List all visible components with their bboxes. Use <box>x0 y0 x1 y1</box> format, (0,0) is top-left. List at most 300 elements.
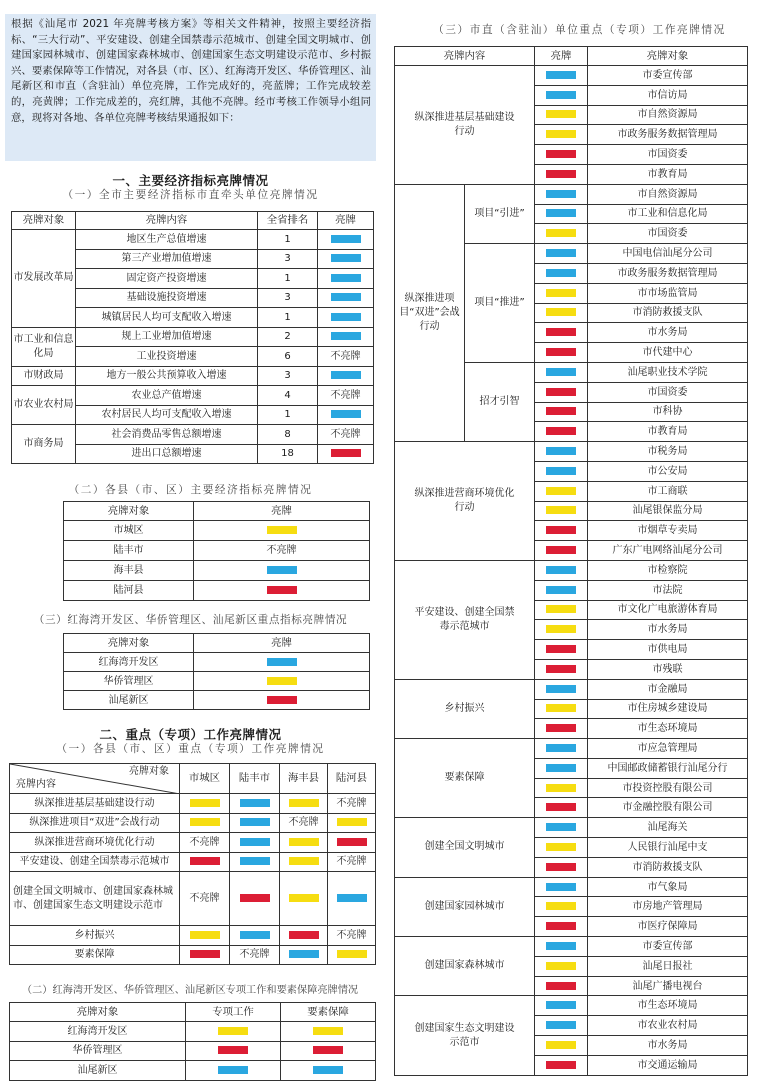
unit-cell: 市文化广电旅游体育局 <box>588 600 748 620</box>
subgroup-name-cell: 项目“推进” <box>465 244 535 363</box>
unit-cell: 市水务局 <box>588 620 748 640</box>
card-cell <box>535 66 588 86</box>
card-cell <box>230 833 280 853</box>
red-card <box>267 696 297 704</box>
table-row <box>10 852 376 872</box>
header-cell: 陆河县 <box>328 764 376 794</box>
table-row <box>10 872 376 926</box>
table-row <box>10 1041 376 1061</box>
blue-card <box>240 857 270 865</box>
card-cell <box>230 926 280 946</box>
card-cell <box>535 956 588 976</box>
card-cell <box>535 85 588 105</box>
card-cell <box>535 501 588 521</box>
blue-card <box>546 447 576 455</box>
header-cell: 亮牌内容 <box>395 47 535 66</box>
unit-cell: 市气象局 <box>588 877 748 897</box>
section2-title: 二、重点（专项）工作亮牌情况 <box>99 727 282 742</box>
table-row <box>10 945 376 965</box>
card-cell <box>280 872 328 926</box>
yellow-card <box>546 784 576 792</box>
table-row <box>10 1061 376 1081</box>
red-card <box>240 894 270 902</box>
target-cell: 红海湾开发区 <box>64 653 194 672</box>
red-card <box>289 931 319 939</box>
header-cell: 亮牌内容 <box>76 212 258 230</box>
card-cell <box>535 580 588 600</box>
yellow-card <box>289 838 319 846</box>
blue-card <box>240 818 270 826</box>
unit-cell: 市教育局 <box>588 164 748 184</box>
section1-title: 一、主要经济指标亮牌情况 <box>112 173 269 188</box>
table-row <box>12 327 374 347</box>
blue-card <box>289 950 319 958</box>
header-cell: 市城区 <box>180 764 230 794</box>
card-cell <box>318 230 374 250</box>
red-card <box>546 803 576 811</box>
unit-cell: 市委宣传部 <box>588 66 748 86</box>
blue-card <box>331 254 361 262</box>
red-card <box>546 724 576 732</box>
red-card <box>546 388 576 396</box>
blue-card <box>546 209 576 217</box>
unit-cell: 市科协 <box>588 402 748 422</box>
blue-card <box>546 586 576 594</box>
unit-cell: 市委宣传部 <box>588 937 748 957</box>
header-cell: 亮牌对象 <box>64 502 194 521</box>
unit-cell: 广东广电网络汕尾分公司 <box>588 541 748 561</box>
blue-card <box>267 658 297 666</box>
diagonal-header-cell <box>10 764 180 794</box>
card-cell <box>535 778 588 798</box>
red-card <box>337 838 367 846</box>
indicator-cell: 地方一般公共预算收入增速 <box>76 366 258 386</box>
red-card <box>546 150 576 158</box>
unit-cell: 汕尾广播电视台 <box>588 976 748 996</box>
header-cell: 亮牌对象 <box>64 634 194 653</box>
section1-t1-subtitle: （一）全市主要经济指标市直牵头单位亮牌情况 <box>62 189 319 201</box>
yellow-card <box>267 526 297 534</box>
table-row <box>395 66 748 86</box>
card-cell <box>535 917 588 937</box>
yellow-card <box>546 308 576 316</box>
blue-card <box>546 249 576 257</box>
group-name-cell: 市财政局 <box>12 366 76 386</box>
table-header-row <box>64 634 370 653</box>
unit-cell: 市交通运输局 <box>588 1055 748 1075</box>
table-row <box>12 230 374 250</box>
unit-cell: 市国资委 <box>588 382 748 402</box>
card-cell <box>535 897 588 917</box>
unit-cell: 市政务服务数据管理局 <box>588 125 748 145</box>
target-cell: 红海湾开发区 <box>10 1022 186 1042</box>
yellow-card <box>218 1027 248 1035</box>
card-cell <box>186 1022 281 1042</box>
table-header-row <box>10 764 376 794</box>
card-cell: 不亮牌 <box>328 926 376 946</box>
red-card <box>546 1061 576 1069</box>
card-cell <box>281 1061 376 1081</box>
blue-card <box>240 838 270 846</box>
indicator-cell: 进出口总额增速 <box>76 444 258 464</box>
rank-cell: 3 <box>258 249 318 269</box>
blue-card <box>546 71 576 79</box>
card-cell <box>328 945 376 965</box>
yellow-card <box>267 677 297 685</box>
header-cell: 专项工作 <box>186 1003 281 1022</box>
yellow-card <box>289 857 319 865</box>
indicator-cell: 固定资产投资增速 <box>76 269 258 289</box>
subgroup-name-cell: 招才引智 <box>465 362 535 441</box>
unit-cell: 市信访局 <box>588 85 748 105</box>
table-row <box>395 679 748 699</box>
card-cell <box>535 521 588 541</box>
card-cell <box>535 442 588 462</box>
card-cell <box>186 1041 281 1061</box>
header-cell: 陆丰市 <box>230 764 280 794</box>
blue-card <box>546 190 576 198</box>
card-cell: 不亮牌 <box>194 541 370 561</box>
card-cell <box>180 813 230 833</box>
yellow-card <box>546 704 576 712</box>
work-item-cell: 要素保障 <box>10 945 180 965</box>
red-card <box>546 526 576 534</box>
red-card <box>546 863 576 871</box>
table-row <box>395 560 748 580</box>
card-cell <box>281 1022 376 1042</box>
table-row <box>395 184 748 204</box>
table-row <box>64 561 370 581</box>
card-cell: 不亮牌 <box>230 945 280 965</box>
card-cell <box>194 521 370 541</box>
unit-cell: 市国资委 <box>588 224 748 244</box>
unit-cell: 市教育局 <box>588 422 748 442</box>
unit-cell: 人民银行汕尾中支 <box>588 838 748 858</box>
card-cell <box>535 283 588 303</box>
target-cell: 陆河县 <box>64 581 194 601</box>
card-cell <box>535 323 588 343</box>
card-cell: 不亮牌 <box>318 425 374 445</box>
card-cell <box>535 679 588 699</box>
header-cell: 亮牌对象 <box>588 47 748 66</box>
blue-card <box>546 566 576 574</box>
unit-cell: 市烟草专卖局 <box>588 521 748 541</box>
blue-card <box>546 467 576 475</box>
yellow-card <box>337 950 367 958</box>
red-card <box>546 645 576 653</box>
section1-t2-subtitle: （二）各县（市、区）主要经济指标亮牌情况 <box>68 484 313 496</box>
yellow-card <box>289 799 319 807</box>
red-card <box>313 1046 343 1054</box>
card-cell <box>535 1036 588 1056</box>
yellow-card <box>546 229 576 237</box>
card-cell <box>535 976 588 996</box>
unit-cell: 汕尾日报社 <box>588 956 748 976</box>
card-cell <box>535 164 588 184</box>
table-row <box>64 672 370 691</box>
target-cell: 汕尾新区 <box>10 1061 186 1081</box>
work-item-cell: 创建全国文明城市、创建国家森林城市、创建国家生态文明建设示范市 <box>10 872 180 926</box>
unit-cell: 市金融局 <box>588 679 748 699</box>
section2-t1-subtitle: （一）各县（市、区）重点（专项）工作亮牌情况 <box>56 743 325 755</box>
card-cell <box>180 794 230 814</box>
header-cell: 全省排名 <box>258 212 318 230</box>
red-card <box>331 449 361 457</box>
rank-cell: 4 <box>258 386 318 406</box>
county-indicators-table <box>63 501 370 601</box>
card-cell <box>535 125 588 145</box>
rank-cell: 2 <box>258 327 318 347</box>
header-cell: 亮牌 <box>194 634 370 653</box>
table-row <box>395 996 748 1016</box>
card-cell: 不亮牌 <box>328 794 376 814</box>
table-row <box>10 813 376 833</box>
card-cell <box>535 600 588 620</box>
target-cell: 海丰县 <box>64 561 194 581</box>
card-cell <box>535 798 588 818</box>
card-cell <box>281 1041 376 1061</box>
zones-key-work-table <box>9 1002 376 1081</box>
card-cell <box>194 581 370 601</box>
red-card <box>546 348 576 356</box>
yellow-card <box>546 605 576 613</box>
card-cell <box>318 249 374 269</box>
card-cell <box>535 857 588 877</box>
group-name-cell: 市农业农村局 <box>12 386 76 425</box>
yellow-card <box>546 289 576 297</box>
blue-card <box>546 942 576 950</box>
table-row <box>12 386 374 406</box>
target-cell: 汕尾新区 <box>64 691 194 710</box>
card-cell <box>318 405 374 425</box>
group-name-cell: 要素保障 <box>395 739 535 818</box>
yellow-card <box>289 894 319 902</box>
card-cell <box>535 263 588 283</box>
economic-indicators-table <box>11 211 374 464</box>
yellow-card <box>313 1027 343 1035</box>
section1-t3-subtitle: （三）红海湾开发区、华侨管理区、汕尾新区重点指标亮牌情况 <box>33 614 348 626</box>
blue-card <box>331 274 361 282</box>
unit-cell: 市住房城乡建设局 <box>588 699 748 719</box>
blue-card <box>546 883 576 891</box>
card-cell <box>535 937 588 957</box>
card-cell <box>318 269 374 289</box>
card-cell <box>280 833 328 853</box>
card-cell <box>318 444 374 464</box>
card-cell <box>280 852 328 872</box>
card-cell <box>535 362 588 382</box>
card-cell <box>535 184 588 204</box>
card-cell <box>535 105 588 125</box>
red-card <box>546 922 576 930</box>
red-card <box>267 586 297 594</box>
table-row <box>12 425 374 445</box>
card-cell <box>318 366 374 386</box>
red-card <box>546 982 576 990</box>
card-cell <box>180 926 230 946</box>
indicator-cell: 基础设施投资增速 <box>76 288 258 308</box>
blue-card <box>546 685 576 693</box>
header-cell: 海丰县 <box>280 764 328 794</box>
table-row <box>395 739 748 759</box>
card-cell: 不亮牌 <box>180 872 230 926</box>
header-cell: 亮牌 <box>194 502 370 521</box>
red-card <box>546 407 576 415</box>
header-cell: 亮牌 <box>535 47 588 66</box>
group-name-cell: 创建国家生态文明建设示范市 <box>395 996 535 1075</box>
rank-cell: 3 <box>258 366 318 386</box>
table-row <box>10 794 376 814</box>
table-row <box>64 691 370 710</box>
blue-card <box>331 235 361 243</box>
subgroup-name-cell: 项目“引进” <box>465 184 535 243</box>
group-name-cell: 市商务局 <box>12 425 76 464</box>
yellow-card <box>337 818 367 826</box>
group-name-cell: 市发展改革局 <box>12 230 76 328</box>
blue-card <box>267 566 297 574</box>
card-cell <box>535 838 588 858</box>
yellow-card <box>546 506 576 514</box>
table-row <box>12 366 374 386</box>
unit-cell: 市市场监管局 <box>588 283 748 303</box>
unit-cell: 市房地产管理局 <box>588 897 748 917</box>
card-cell: 不亮牌 <box>318 386 374 406</box>
card-cell <box>328 833 376 853</box>
card-cell <box>318 308 374 328</box>
group-name-cell: 创建全国文明城市 <box>395 818 535 877</box>
blue-card <box>337 894 367 902</box>
blue-card <box>331 313 361 321</box>
unit-cell: 市医疗保障局 <box>588 917 748 937</box>
card-cell <box>186 1061 281 1081</box>
zones-indicators-table <box>63 633 370 710</box>
indicator-cell: 城镇居民人均可支配收入增速 <box>76 308 258 328</box>
card-cell <box>535 996 588 1016</box>
unit-cell: 市税务局 <box>588 442 748 462</box>
card-cell <box>535 560 588 580</box>
unit-cell: 市应急管理局 <box>588 739 748 759</box>
unit-cell: 市消防救援支队 <box>588 857 748 877</box>
group-name-cell: 创建国家森林城市 <box>395 937 535 996</box>
unit-cell: 市代建中心 <box>588 343 748 363</box>
table-row <box>10 1022 376 1042</box>
blue-card <box>331 293 361 301</box>
card-cell <box>535 620 588 640</box>
corner-bottom-label: 亮牌内容 <box>16 779 56 790</box>
card-cell <box>535 541 588 561</box>
blue-card <box>546 91 576 99</box>
municipal-units-table <box>394 46 748 1076</box>
unit-cell: 市供电局 <box>588 640 748 660</box>
work-item-cell: 平安建设、创建全国禁毒示范城市 <box>10 852 180 872</box>
card-cell <box>535 877 588 897</box>
card-cell <box>280 945 328 965</box>
intro-paragraph: 根据《汕尾市 2021 年亮牌考核方案》等相关文件精神，按照主要经济指标、“三大行动”、平安建设、创建全国禁毒示范城市、创建全国文明城市、创建国家园林城市、创建国家森林城市、创建国家生态文明建设示范市、乡村振兴、要素保障等工作情况，对各县（市、区）、红海湾开发区、华侨管理区、汕尾新区和市直（含驻汕）单位亮牌，工作完成好的，亮蓝牌；工作完成较差的，亮黄牌；工作完成差的，亮红牌，其他不亮牌。经市考核工作领导小组同意，现将对各地、各单位亮牌考核结果通报如下： <box>5 14 376 161</box>
indicator-cell: 农村居民人均可支配收入增速 <box>76 405 258 425</box>
card-cell: 不亮牌 <box>318 347 374 367</box>
card-cell <box>535 1016 588 1036</box>
indicator-cell: 工业投资增速 <box>76 347 258 367</box>
group-name-cell: 市工业和信息化局 <box>12 327 76 366</box>
red-card <box>218 1046 248 1054</box>
unit-cell: 市政务服务数据管理局 <box>588 263 748 283</box>
table-header-row <box>12 212 374 230</box>
card-cell: 不亮牌 <box>328 852 376 872</box>
card-cell <box>194 691 370 710</box>
card-cell <box>180 945 230 965</box>
card-cell <box>535 659 588 679</box>
table-row <box>64 581 370 601</box>
yellow-card <box>546 130 576 138</box>
card-cell <box>535 640 588 660</box>
card-cell <box>230 813 280 833</box>
card-cell <box>535 461 588 481</box>
work-item-cell: 纵深推进基层基础建设行动 <box>10 794 180 814</box>
table-row <box>64 653 370 672</box>
table-row <box>64 541 370 561</box>
unit-cell: 市生态环境局 <box>588 996 748 1016</box>
card-cell <box>194 672 370 691</box>
target-cell: 华侨管理区 <box>10 1041 186 1061</box>
header-cell: 亮牌 <box>318 212 374 230</box>
card-cell <box>230 794 280 814</box>
target-cell: 市城区 <box>64 521 194 541</box>
red-card <box>190 950 220 958</box>
card-cell <box>535 818 588 838</box>
unit-cell: 市法院 <box>588 580 748 600</box>
card-cell <box>194 561 370 581</box>
header-cell: 亮牌对象 <box>12 212 76 230</box>
table-row <box>395 818 748 838</box>
unit-cell: 市农业农村局 <box>588 1016 748 1036</box>
table-header-row <box>10 1003 376 1022</box>
yellow-card <box>190 818 220 826</box>
group-name-cell: 纵深推进项目“双进”会战行动 <box>395 184 465 441</box>
blue-card <box>546 1021 576 1029</box>
card-cell <box>535 224 588 244</box>
group-name-cell: 平安建设、创建全国禁毒示范城市 <box>395 560 535 679</box>
corner-top-label: 亮牌对象 <box>129 766 169 777</box>
card-cell <box>535 244 588 264</box>
yellow-card <box>546 1041 576 1049</box>
yellow-card <box>546 902 576 910</box>
card-cell <box>535 422 588 442</box>
unit-cell: 市消防救援支队 <box>588 303 748 323</box>
blue-card <box>240 931 270 939</box>
red-card <box>190 857 220 865</box>
card-cell <box>535 343 588 363</box>
group-name-cell: 创建国家园林城市 <box>395 877 535 936</box>
card-cell <box>194 653 370 672</box>
card-cell <box>535 382 588 402</box>
red-card <box>546 170 576 178</box>
work-item-cell: 纵深推进营商环境优化行动 <box>10 833 180 853</box>
unit-cell: 市自然资源局 <box>588 184 748 204</box>
unit-cell: 市水务局 <box>588 1036 748 1056</box>
card-cell <box>535 481 588 501</box>
card-cell <box>318 327 374 347</box>
work-item-cell: 纵深推进项目“双进”会战行动 <box>10 813 180 833</box>
card-cell <box>535 739 588 759</box>
card-cell <box>535 699 588 719</box>
rank-cell: 1 <box>258 308 318 328</box>
target-cell: 陆丰市 <box>64 541 194 561</box>
yellow-card <box>546 625 576 633</box>
county-key-work-table <box>9 763 376 965</box>
card-cell <box>535 1055 588 1075</box>
card-cell <box>328 813 376 833</box>
card-cell <box>230 852 280 872</box>
